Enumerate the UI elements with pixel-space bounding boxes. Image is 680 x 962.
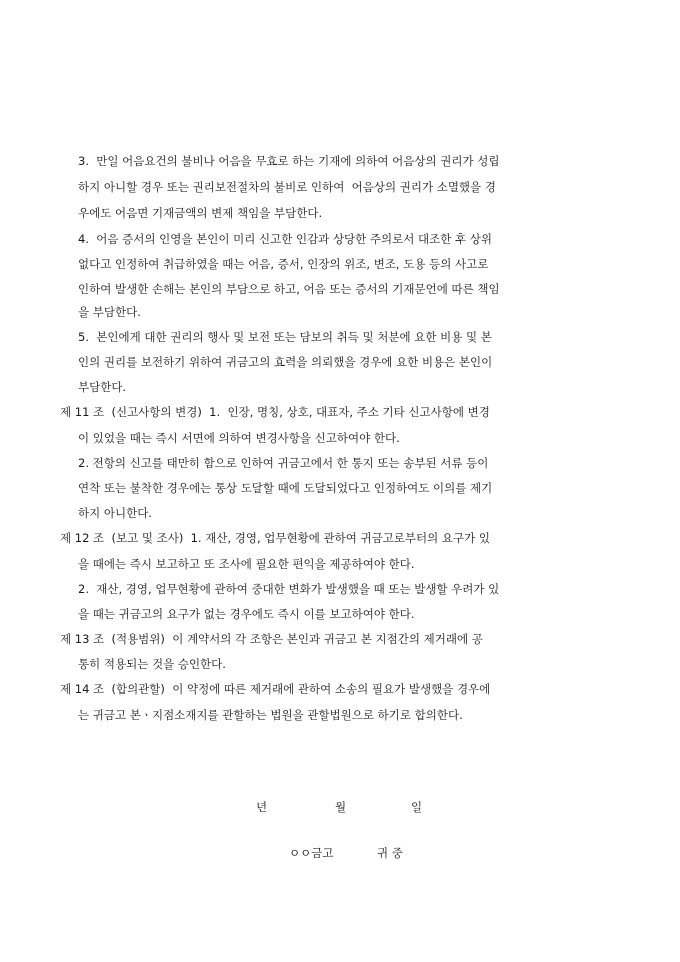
clause-11-line-2: 이 있었을 때는 즉시 서면에 의하여 변경사항을 신고하여야 한다. <box>78 431 400 445</box>
clause-12-line-1: 제 12 조 (보고 및 조사) 1. 재산, 경영, 업무현황에 관하여 귀금고로부터의 요구가 있 <box>60 531 490 545</box>
clause-10-item-5-line-2: 인의 권리를 보전하기 위하여 귀금고의 효력을 의뢰했을 경우에 요한 비용은 본인이 <box>78 355 493 369</box>
date-day-label: 일 <box>411 800 423 814</box>
clause-10-item-5-line-3: 부담한다. <box>78 380 127 394</box>
clause-11-line-3: 2. 전항의 신고를 태만히 함으로 인하여 귀금고에서 한 통지 또는 송부된 서류 등이 <box>78 456 489 470</box>
addressee-honorific: 귀 중 <box>377 846 403 860</box>
clause-14-line-2: 는 귀금고 본ㆍ지점소재지를 관할하는 법원을 관할법원으로 하기로 합의한다. <box>78 708 463 722</box>
clause-10-item-3-line-3: 우에도 어음면 기재금액의 변제 책임을 부담한다. <box>78 206 323 220</box>
clause-11-line-1: 제 11 조 (신고사항의 변경) 1. 인장, 명칭, 상호, 대표자, 주소 기타 신고사항에 변경 <box>60 405 490 419</box>
addressee-bank: ㅇㅇ금고 <box>289 846 334 860</box>
clause-10-item-4-line-3: 인하여 발생한 손해는 본인의 부담으로 하고, 어음 또는 증서의 기재문언에 따른 책임 <box>78 282 500 296</box>
date-year-label: 년 <box>256 800 268 814</box>
clause-11-line-4: 연착 또는 불착한 경우에는 통상 도달할 때에 도달되었다고 인정하여도 이의를 제기 <box>78 481 493 495</box>
date-month-label: 월 <box>335 800 347 814</box>
clause-10-item-5-line-1: 5. 본인에게 대한 권리의 행사 및 보전 또는 담보의 취득 및 처분에 요한 비용 및 본 <box>78 330 492 344</box>
clause-12-line-4: 을 때는 귀금고의 요구가 없는 경우에도 즉시 이를 보고하여야 한다. <box>78 607 415 621</box>
clause-13-line-2: 통히 적용되는 것을 승인한다. <box>78 657 226 671</box>
clause-11-line-5: 하지 아니한다. <box>78 506 152 520</box>
clause-10-item-3-line-2: 하지 아니할 경우 또는 권리보전절차의 불비로 인하여 어음상의 권리가 소멸했을 경 <box>78 180 496 194</box>
clause-12-line-3: 2. 재산, 경영, 업무현황에 관하여 중대한 변화가 발생했을 때 또는 발생할 우려가 있 <box>78 582 500 596</box>
clause-14-line-1: 제 14 조 (합의관할) 이 약정에 따른 제거래에 관하여 소송의 필요가 발생했을 경우에 <box>60 682 491 696</box>
clause-10-item-4-line-1: 4. 어음 증서의 인영을 본인이 미리 신고한 인감과 상당한 주의로서 대조한 후 상위 <box>78 232 492 246</box>
clause-13-line-1: 제 13 조 (적용범위) 이 계약서의 각 조항은 본인과 귀금고 본 지점간의 제거래에 공 <box>60 632 483 646</box>
clause-10-item-4-line-4: 을 부담한다. <box>78 305 141 319</box>
clause-10-item-3-line-1: 3. 만일 어음요건의 불비나 어음을 무효로 하는 기재에 의하여 어음상의 권리가 성립 <box>78 154 500 168</box>
clause-12-line-2: 을 때에는 즉시 보고하고 또 조사에 필요한 편익을 제공하여야 한다. <box>78 557 415 571</box>
clause-10-item-4-line-2: 없다고 인정하여 취급하였을 때는 어음, 증서, 인장의 위조, 변조, 도용 등의 사고로 <box>78 257 489 271</box>
